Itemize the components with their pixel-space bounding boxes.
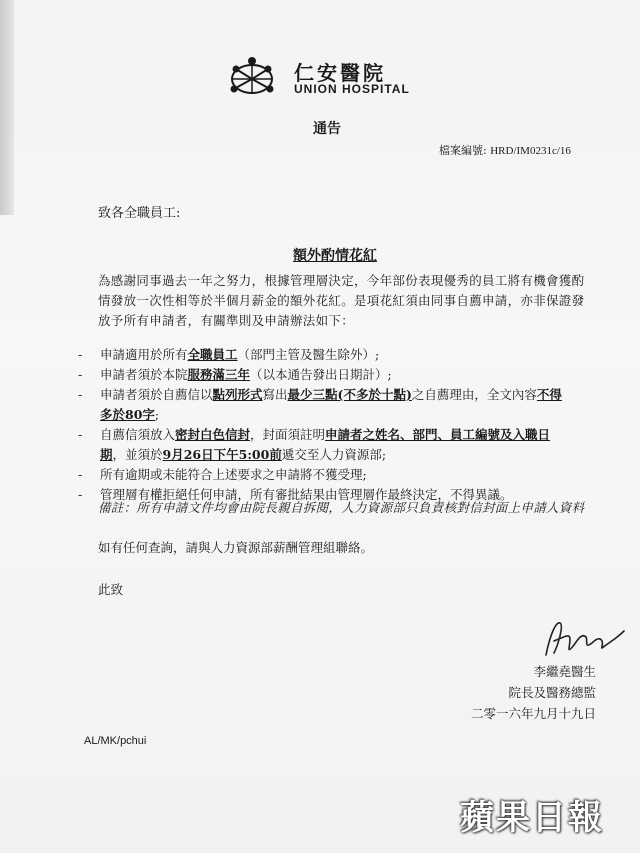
rule-text: 管理層有權拒絕任何申請，所有審批結果由管理層作最終決定，不得異議。	[100, 487, 513, 502]
recipient-line: 致各全職員工:	[98, 206, 181, 221]
rule-text: 申請者須於自薦信以	[100, 387, 213, 402]
rule-text: ，並須於	[112, 447, 163, 462]
rule-text: 之自薦理由，全文內容	[411, 387, 537, 402]
rule-text: 寫出	[262, 387, 288, 402]
bullet-dash: -	[78, 387, 83, 402]
rule-text: 所有逾期或未能符合上述要求之申請將不獲受理;	[100, 467, 367, 482]
notice-title: 通告	[313, 121, 341, 137]
handwritten-signature	[540, 615, 630, 660]
signer-date: 二零一六年九月十九日	[470, 706, 596, 721]
bullet-dash: -	[78, 347, 83, 362]
bullet-dash: -	[78, 427, 83, 442]
page-edge-shadow	[0, 0, 14, 215]
hospital-logo	[226, 55, 426, 100]
file-number-code: HRD/IM0231c/16	[490, 145, 571, 157]
signer-block	[471, 661, 596, 724]
rules-list	[78, 345, 618, 505]
rule-text: ，封面須註明	[250, 427, 326, 442]
rule-emphasis: 服務滿三年	[187, 367, 251, 382]
rule-emphasis: 最少三點(不多於十點)	[287, 387, 412, 402]
rule-text: 自薦信須放入	[100, 427, 176, 442]
rule-emphasis: 期	[100, 447, 113, 462]
rule-text: ;	[154, 407, 160, 422]
rule-continuation	[78, 445, 618, 465]
closing-salutation: 此致	[98, 582, 124, 597]
rule-emphasis: 不得	[536, 387, 562, 402]
rule-text: 遞交至人力資源部;	[281, 447, 387, 462]
newspaper-watermark: 蘋果日報	[460, 798, 604, 838]
rule-emphasis: 密封白色信封	[175, 427, 251, 442]
logo-chinese-name: 仁安醫院	[294, 61, 386, 85]
bullet-dash: -	[78, 487, 83, 502]
rule-emphasis: 點列形式	[212, 387, 263, 402]
bullet-dash: -	[78, 467, 83, 482]
reference-code: AL/MK/pchui	[84, 735, 147, 747]
rule-item	[78, 385, 618, 405]
intro-line: 情發放一次性相等於半個月薪金的額外花紅。是項花紅須由同事自薦申請，亦非保證發	[98, 293, 585, 308]
logo-english-name: UNION HOSPITAL	[294, 82, 410, 96]
signer-name: 李繼堯醫生	[533, 664, 596, 679]
signer-title: 院長及醫務總監	[508, 685, 596, 700]
rule-emphasis: 9月26日下午5:00前	[162, 447, 282, 462]
file-number	[439, 142, 571, 158]
rule-emphasis: 申請者之姓名、部門、員工編號及入職日	[325, 427, 551, 442]
rule-item	[78, 425, 618, 445]
rule-emphasis: 多於80字	[100, 407, 155, 422]
rule-item	[78, 345, 618, 365]
remark-note: 備註：所有申請文件均會由院長親自拆閱，人力資源部只負責核對信封面上申請人資料	[98, 500, 585, 515]
rule-continuation	[78, 405, 618, 425]
rule-text: （部門主管及醫生除外）;	[237, 347, 380, 362]
intro-line: 為感謝同事過去一年之努力，根據管理層決定，今年部份表現優秀的員工將有機會獲酌	[98, 273, 585, 288]
rule-text: 申請適用於所有	[100, 347, 188, 362]
intro-paragraph	[98, 271, 638, 331]
hospital-emblem-icon	[226, 55, 278, 97]
rule-item	[78, 465, 618, 485]
intro-line: 放予所有申請者，有關準則及申請辦法如下：	[98, 313, 355, 328]
rule-emphasis: 全職員工	[187, 347, 238, 362]
rule-item	[78, 365, 618, 385]
subject-heading: 額外酌情花紅	[293, 248, 377, 264]
enquiry-line: 如有任何查詢，請與人力資源部薪酬管理組聯絡。	[98, 540, 374, 555]
rule-text: 申請者須於本院	[100, 367, 188, 382]
bullet-dash: -	[78, 367, 83, 382]
rule-text: （以本通告發出日期計）;	[250, 367, 392, 382]
file-number-label: 檔案編號:	[439, 144, 487, 157]
